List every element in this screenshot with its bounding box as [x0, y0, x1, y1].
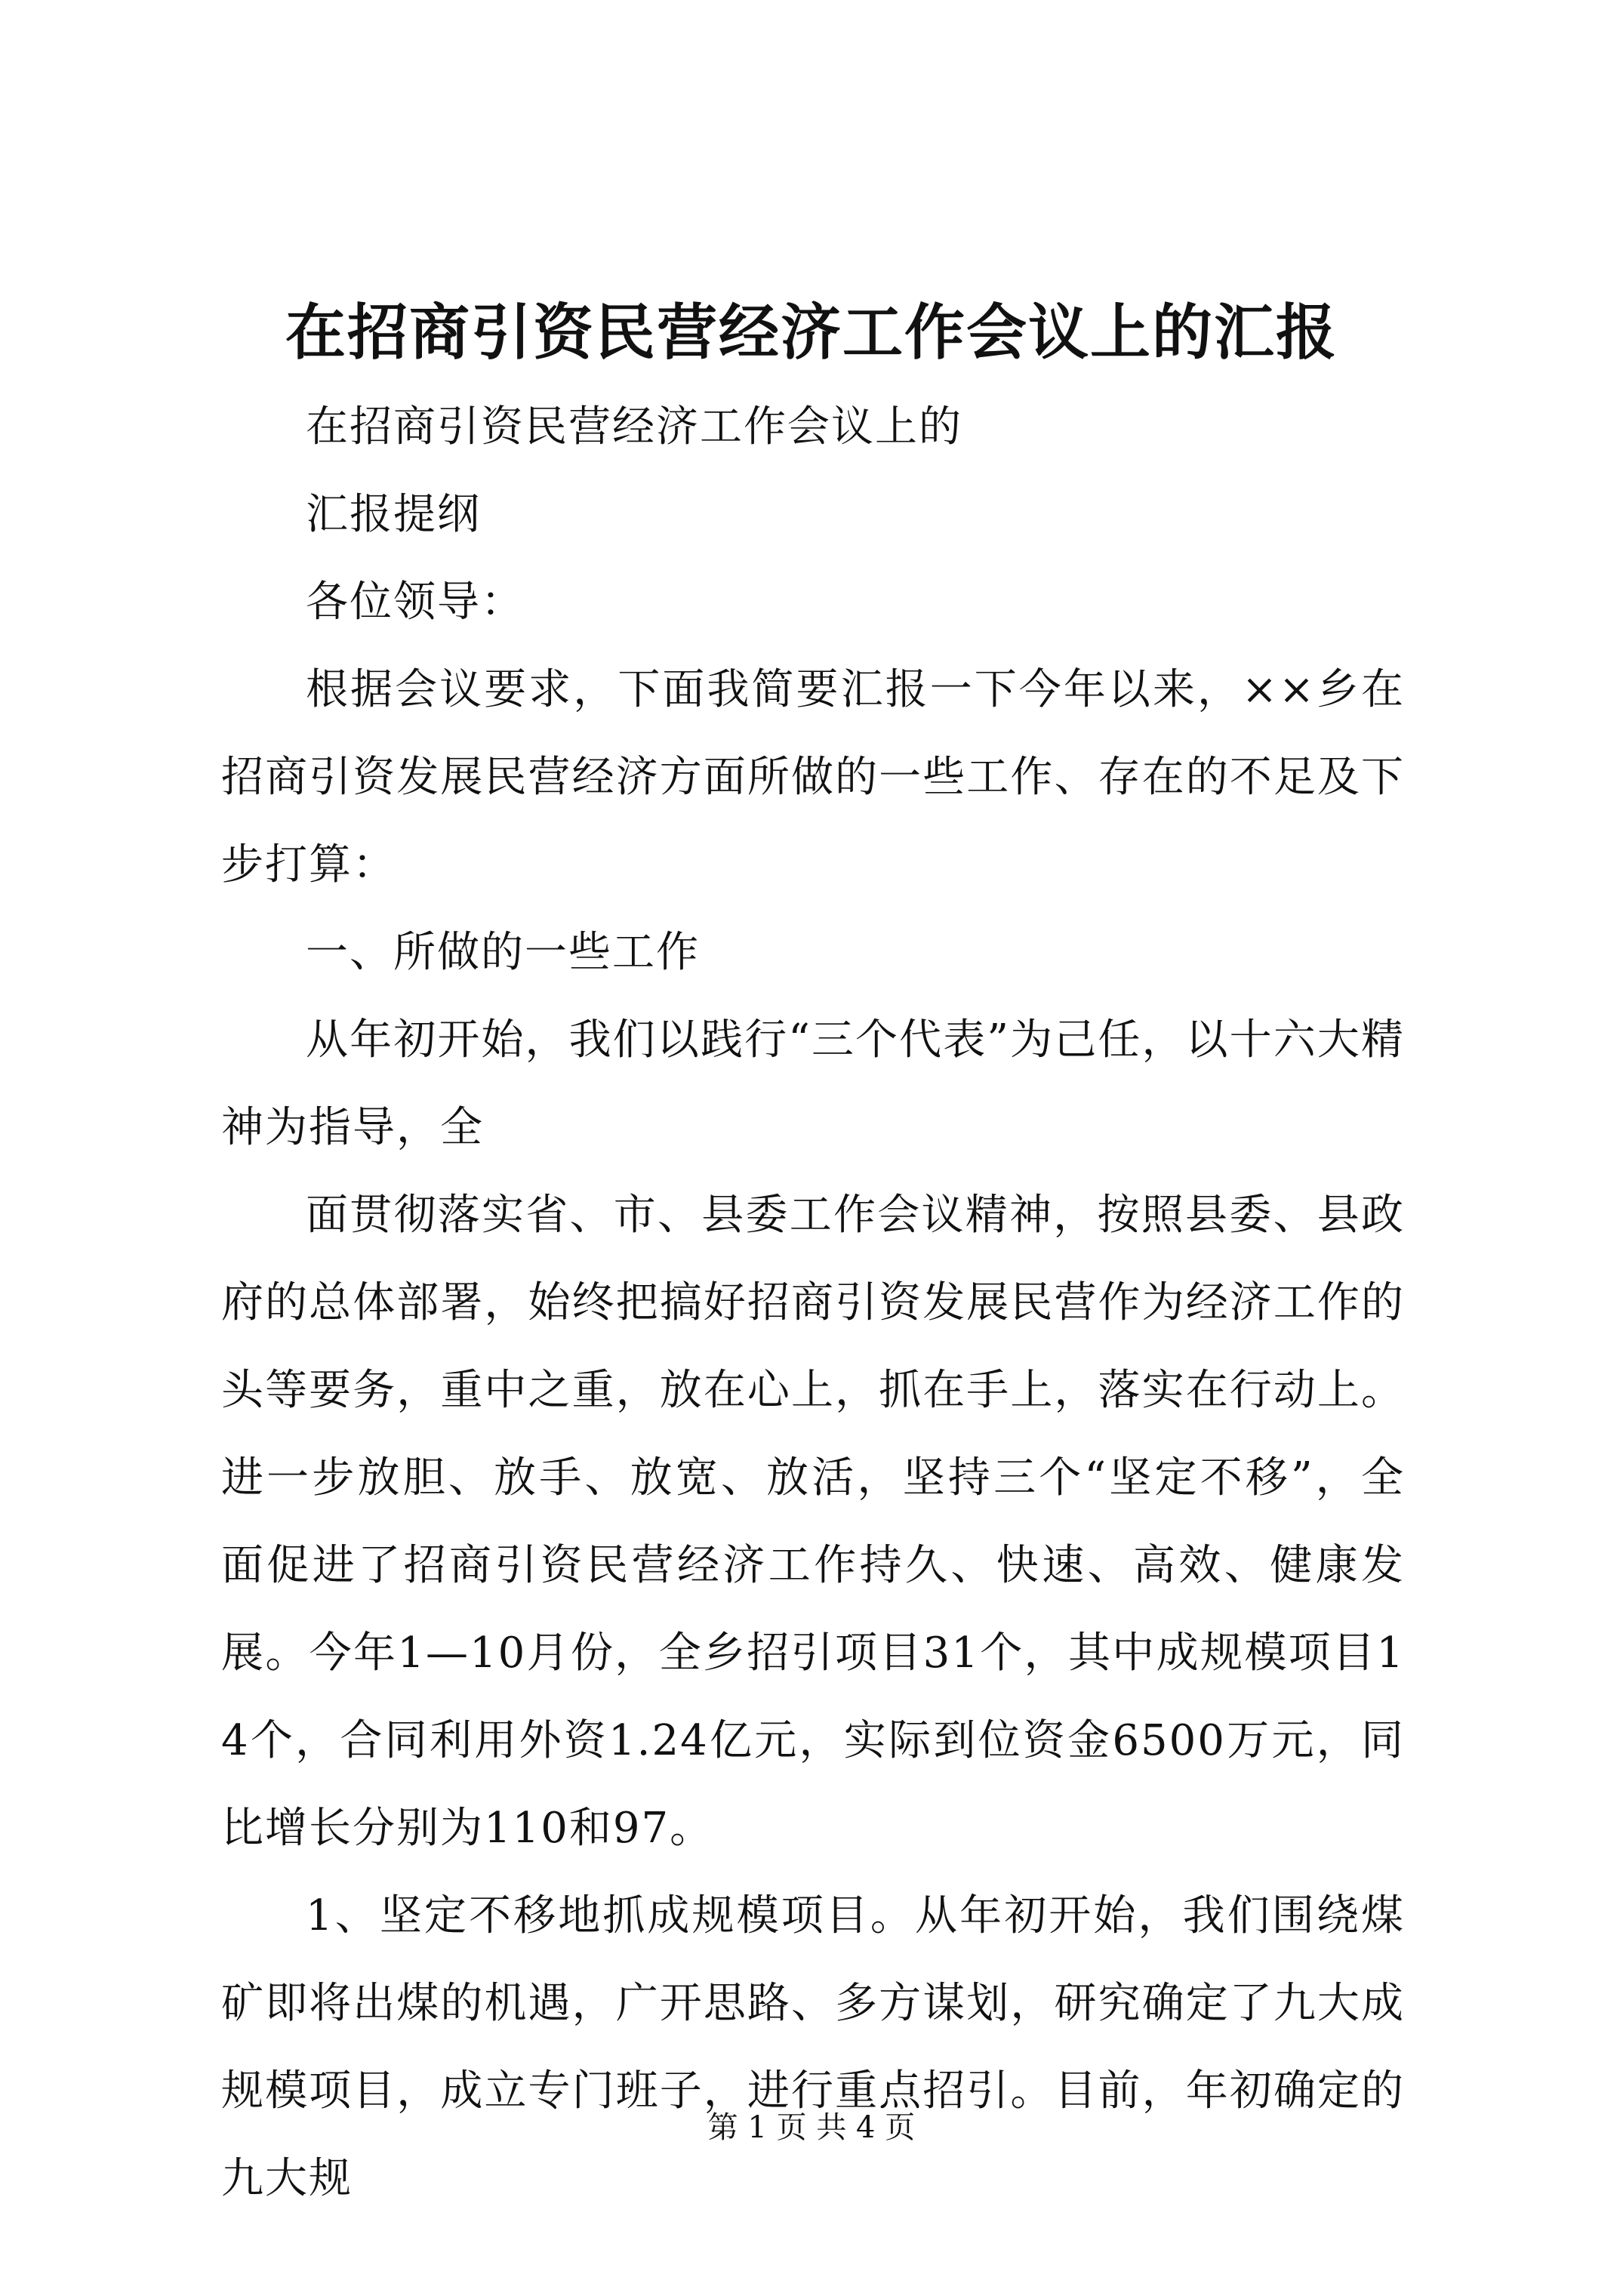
- salutation: 各位领导：: [306, 578, 525, 627]
- paragraph: 汇报提纲: [306, 490, 481, 539]
- paragraph: 从年初开始，我们以践行“三个代表”为己任，以十六大精神为指导，全: [221, 1015, 1405, 1152]
- section-heading: 一、所做的一些工作: [306, 928, 700, 977]
- paragraph: 在招商引资民营经济工作会议上的: [306, 402, 962, 451]
- paragraph: 面贯彻落实省、市、县委工作会议精神，按照县委、县政府的总体部署，始终把搞好招商引资发展民营作为经济工作的头等要务，重中之重，放在心上，抓在手上，落实在行动上。进一步放胆、放手、放宽、放活，坚持三个“坚定不移”，全面促进了招商引资民营经济工作持久、快速、高效、健康发展。今年1—10月份，全乡招引项目31个，其中成规模项目14个，合同利用外资1.24亿元，实际到位资金6500万元，同比增长分别为110和97。: [221, 1191, 1405, 1853]
- page-number-footer: 第 1 页 共 4 页: [707, 2110, 916, 2145]
- paragraph: 1、坚定不移地抓成规模项目。从年初开始，我们围绕煤矿即将出煤的机遇，广开思路、多方谋划，研究确定了九大成规模项目，成立专门班子，进行重点招引。目前，年初确定的九大规: [221, 1891, 1405, 2203]
- document-body: [221, 384, 1405, 2223]
- paragraph: 根据会议要求，下面我简要汇报一下今年以来，××乡在招商引资发展民营经济方面所做的一些工作、存在的不足及下步打算：: [221, 665, 1405, 889]
- document-title: 在招商引资民营经济工作会议上的汇报: [285, 297, 1338, 368]
